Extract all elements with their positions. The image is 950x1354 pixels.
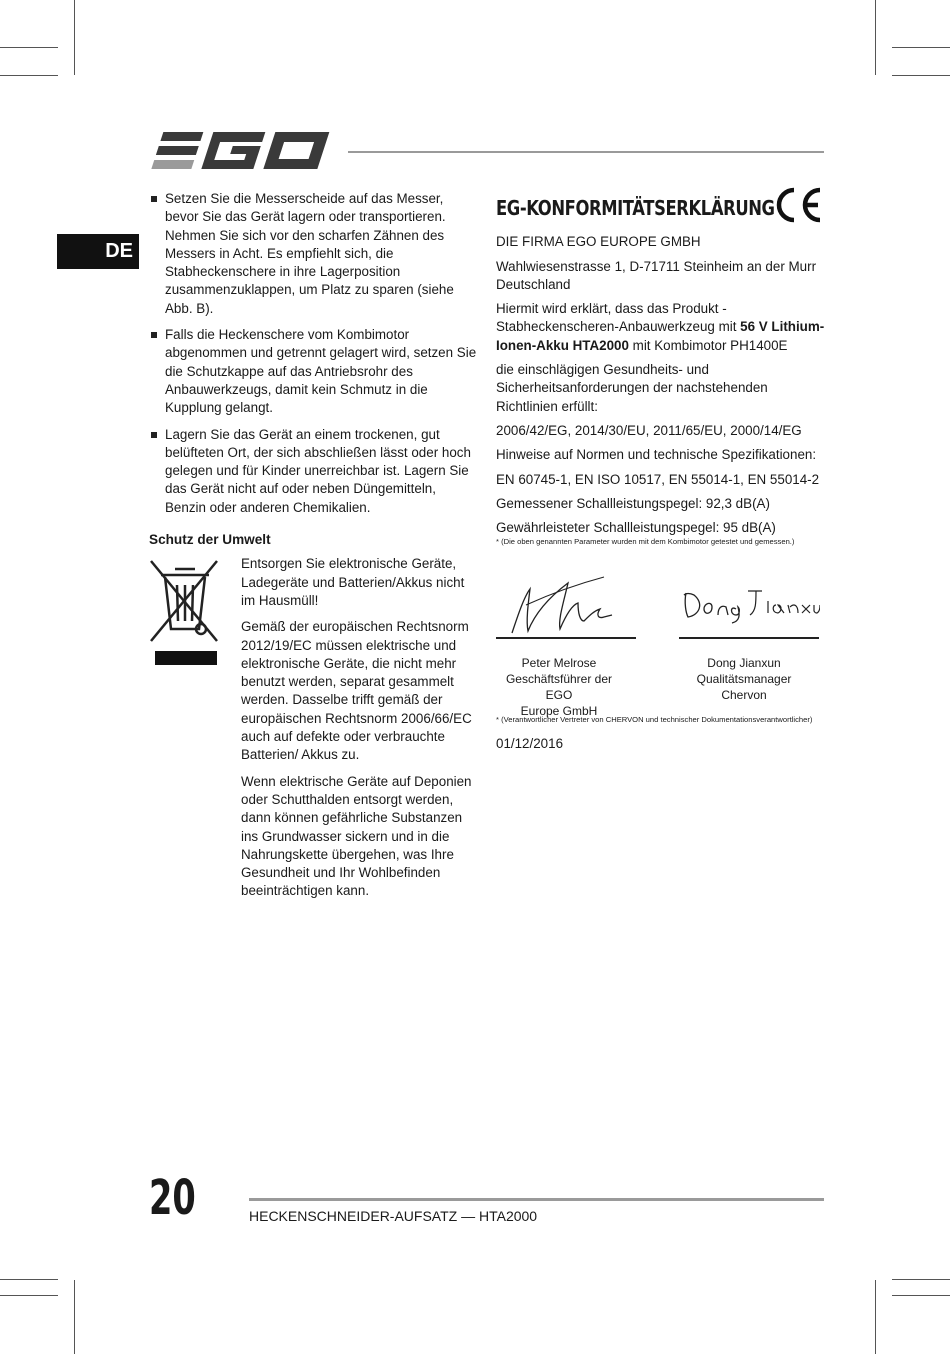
crop-mark	[875, 1280, 876, 1354]
language-tab: DE	[57, 234, 139, 269]
declaration-text: mit Kombimotor PH1400E	[628, 337, 788, 353]
signer-block	[496, 655, 622, 719]
page-number: 20	[149, 1170, 196, 1226]
declaration-text: Hiermit wird erklärt, dass das Produkt - Stabheckenscheren-Anbauwerkzeug mit	[496, 301, 741, 335]
paragraph: Entsorgen Sie elektronische Geräte, Ladegeräte und Batterien/Akkus nicht im Hausmüll!	[241, 556, 465, 608]
crop-mark	[875, 0, 876, 75]
left-column	[149, 190, 479, 909]
section-title: Schutz der Umwelt	[149, 532, 271, 548]
guaranteed-sound-level: Gewährleisteter Schallleistungspegel: 95 dB(A)	[496, 520, 776, 536]
crop-mark	[0, 1279, 58, 1280]
bullet-square-icon	[151, 332, 157, 338]
signature-dong	[680, 585, 820, 625]
footer-rule	[249, 1198, 824, 1201]
list-item-text: Lagern Sie das Gerät an einem trockenen, gut belüfteten Ort, der sich abschließen lässt oder hoch gelegen und für Kinder unerreichbar ist. Lagern Sie das Gerät nicht auf oder neben Düngemitteln, Benzin oder anderen Chemikalien.	[165, 426, 471, 515]
company-name: DIE FIRMA EGO EUROPE GMBH	[496, 234, 701, 250]
environment-text	[241, 555, 479, 900]
signature-block	[496, 575, 826, 725]
responsible-note: * (Verantwortlicher Vertreter von CHERVON und technischer Dokumentationsverantwortlicher)	[496, 715, 813, 725]
signer-name: Peter Melrose	[521, 656, 597, 671]
crossed-out-wheelie-bin-icon	[149, 557, 221, 669]
requirements-text: die einschlägigen Gesundheits- und Sicherheitsanforderungen der nachstehenden Richtlinien erfüllt:	[496, 362, 768, 414]
measured-sound-level: Gemessener Schallleistungspegel: 92,3 dB(A)	[496, 495, 770, 511]
ego-logo	[150, 130, 332, 172]
bullet-square-icon	[151, 196, 157, 202]
crop-mark	[892, 1295, 950, 1296]
list-item-text: Falls die Heckenschere vom Kombimotor abgenommen und getrennt gelagert wird, setzen Sie die Schutzkappe auf das Antriebsrohr des Anbauwerkzeugs, damit kein Schmutz in die Kupplung gelangt.	[165, 327, 477, 416]
signature-melrose	[508, 575, 618, 637]
header-rule	[348, 151, 824, 153]
crop-mark	[892, 1279, 950, 1280]
crop-mark	[0, 75, 58, 76]
signature-line	[496, 637, 636, 639]
signer-role: Qualitätsmanager Chervon	[696, 672, 792, 703]
list-item	[149, 426, 479, 517]
norms-list: EN 60745-1, EN ISO 10517, EN 55014-1, EN 55014-2	[496, 471, 820, 487]
product-name: 56 V Lithium-Ionen-Akku HTA2000	[496, 319, 825, 353]
norms-heading: Hinweise auf Normen und technische Spezifikationen:	[496, 447, 817, 463]
list-item	[149, 326, 479, 417]
signer-name: Dong Jianxun	[707, 656, 781, 671]
bullet-square-icon	[151, 432, 157, 438]
signer-block	[674, 655, 814, 703]
parameters-note: * (Die oben genannten Parameter wurden mit dem Kombimotor getestet und gemessen.)	[496, 537, 795, 547]
crop-mark	[74, 1280, 75, 1354]
declaration-title: EG-KONFORMITÄTSERKLÄRUNG	[496, 196, 775, 220]
signature-line	[679, 637, 819, 639]
declaration-date: 01/12/2016	[496, 736, 564, 752]
company-address: Wahlwiesenstrasse 1, D-71711 Steinheim an der Murr Deutschland	[496, 258, 817, 292]
crop-mark	[892, 75, 950, 76]
right-column	[496, 185, 826, 760]
list-item	[149, 190, 479, 318]
declaration-statement	[496, 300, 826, 355]
signer-role: Geschäftsführer der EGO	[505, 672, 613, 703]
directives-list: 2006/42/EG, 2014/30/EU, 2011/65/EU, 2000/14/EG	[496, 422, 802, 438]
paragraph: Gemäß der europäischen Rechtsnorm 2012/19/EC müssen elektrische und elektronische Geräte, die nicht mehr benutzt werden, separat gesammelt werden. Dasselbe trifft gemäß der europäischen Rechtsnorm 2006/66/EC auch auf defekte oder verbrauchte Batterien/ Akkus zu.	[241, 619, 472, 763]
paragraph: Wenn elektrische Geräte auf Deponien oder Schutthalden entsorgt werden, dann können gefährliche Substanzen ins Grundwasser sickern und in die Nahrungskette übergehen, was Ihre Gesundheit und Ihr Wohlbefinden beeinträchtigen kann.	[241, 773, 472, 899]
crop-mark	[0, 47, 58, 48]
crop-mark	[0, 1295, 58, 1296]
list-item-text: Setzen Sie die Messerscheide auf das Messer, bevor Sie das Gerät lagern oder transportieren. Nehmen Sie sich vor den scharfen Zähnen des Messers in Acht. Es empfiehlt sich, die Stabheckenschere in ihre Lagerposition zusammenzuklappen, um Platz zu sparen (siehe Abb. B).	[165, 191, 454, 316]
environment-section	[149, 555, 479, 900]
crop-mark	[74, 0, 75, 75]
footer-title: HECKENSCHNEIDER-AUFSATZ — HTA2000	[249, 1208, 538, 1224]
signer-role: Europe GmbH	[520, 704, 598, 719]
crop-mark	[892, 47, 950, 48]
